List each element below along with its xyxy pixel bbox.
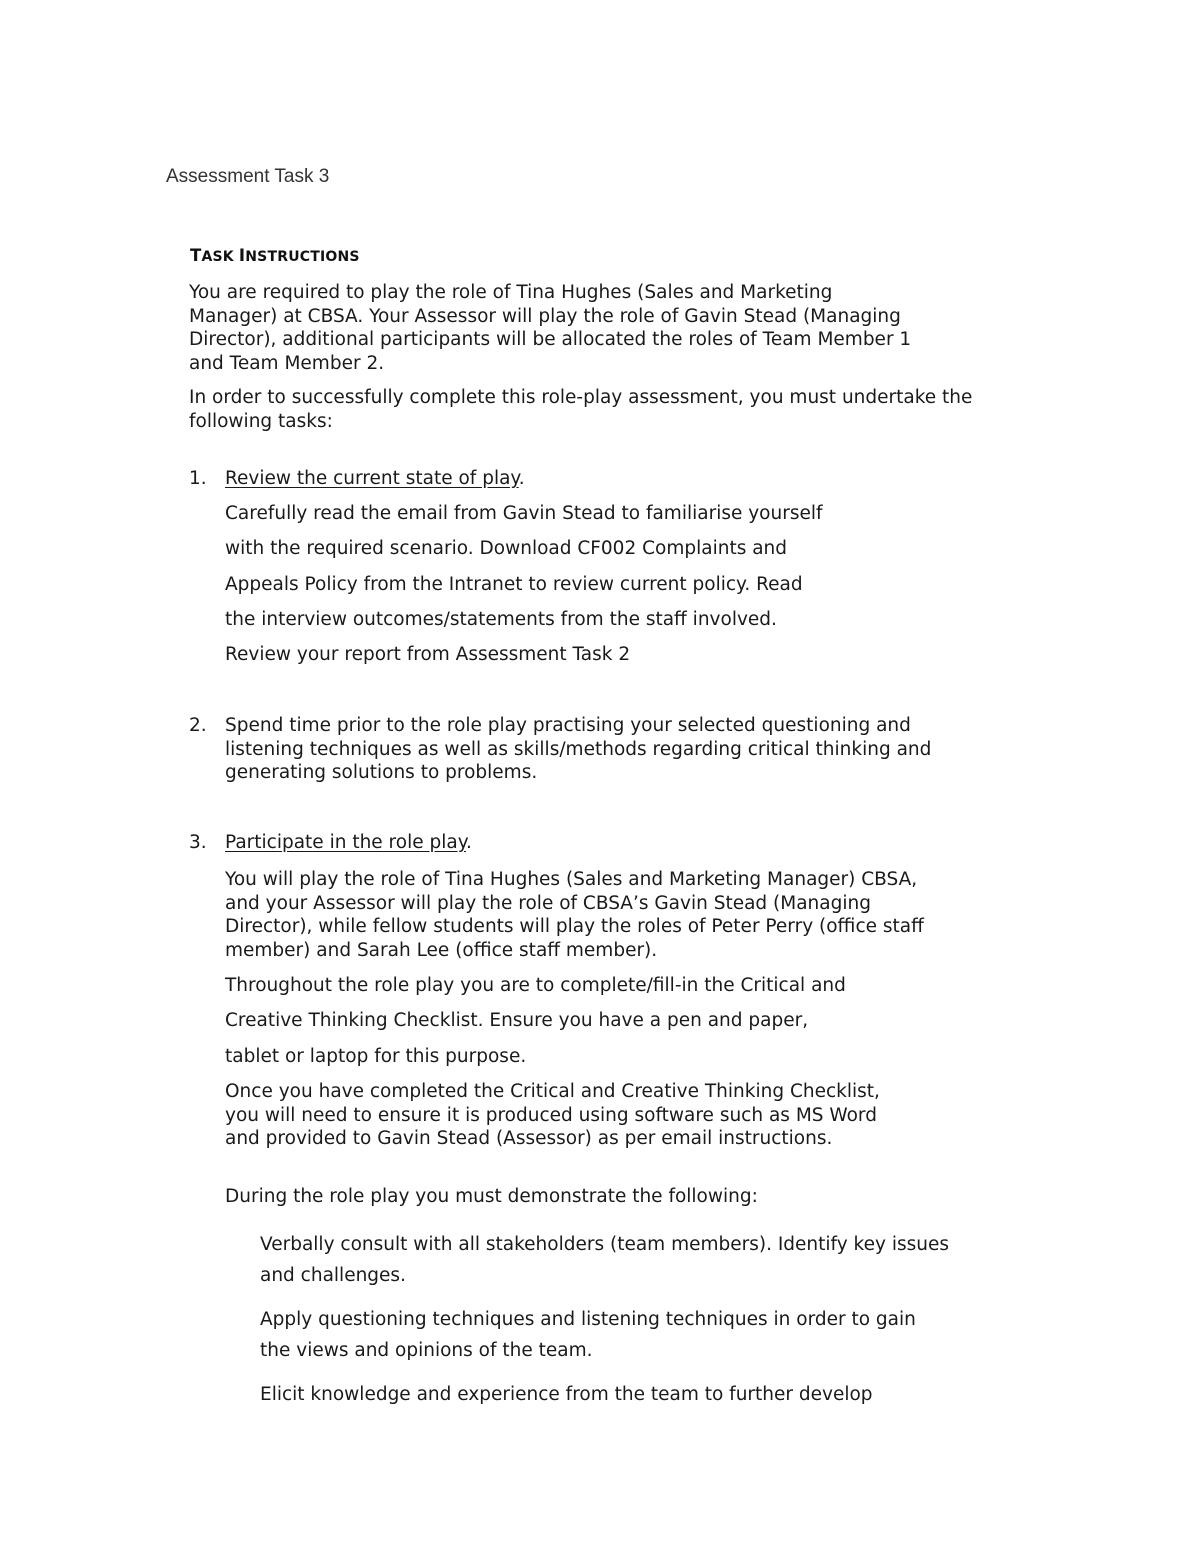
task-3-paragraph-1 [225, 868, 924, 962]
task-3-para1-line: You will play the role of Tina Hughes (Sales and Marketing Manager) CBSA, [225, 869, 918, 890]
task-1-body-line: Carefully read the email from Gavin Stead to familiarise yourself [225, 503, 823, 524]
task-3-para2-line: tablet or laptop for this purpose. [225, 1045, 527, 1067]
task-3-para3-line: and provided to Gavin Stead (Assessor) as per email instructions. [225, 1128, 833, 1149]
task-3-number: 3. [189, 832, 207, 853]
intro-paragraph [189, 281, 911, 375]
section-heading-task-instructions [190, 246, 360, 265]
intro-line: Director), additional participants will be allocated the roles of Team Member 1 [189, 329, 912, 350]
lead-paragraph [189, 386, 972, 433]
task-1-body-line: Appeals Policy from the Intranet to review current policy. Read [225, 573, 803, 595]
task-3-title-suffix: . [466, 832, 472, 853]
task-1-body [225, 496, 823, 672]
task-3-paragraph-3 [225, 1080, 880, 1151]
lead-line: following tasks: [189, 410, 333, 432]
task-3-para1-line: and your Assessor will play the role of CBSA’s Gavin Stead (Managing [225, 892, 871, 914]
task-2-body-line: listening techniques as well as skills/methods regarding critical thinking and [225, 738, 932, 760]
task-3-title-text: Participate in the role play [225, 832, 467, 853]
task-1-number: 1. [189, 468, 207, 489]
task-2-body [225, 714, 931, 785]
task-1-title-text: Review the current state of play [225, 468, 519, 489]
task-1-body-line: with the required scenario. Download CF002 Complaints and [225, 538, 788, 560]
intro-line: and Team Member 2. [189, 352, 385, 374]
task-3-para2-line: Creative Thinking Checklist. Ensure you have a pen and paper, [225, 1010, 809, 1032]
heading-small-ask: ASK [201, 249, 239, 265]
demonstrate-item-2 [260, 1304, 916, 1366]
heading-small-nstructions: NSTRUCTIONS [245, 249, 360, 265]
task-3-para3-line: you will need to ensure it is produced using software such as MS Word [225, 1104, 877, 1126]
demonstrate-item-1 [260, 1229, 949, 1291]
heading-cap-i: I [238, 246, 246, 265]
intro-line: Manager) at CBSA. Your Assessor will play the role of Gavin Stead (Managing [189, 305, 901, 327]
task-3-para2-line: Throughout the role play you are to complete/fill-in the Critical and [225, 975, 846, 996]
task-1-title [225, 467, 525, 491]
demonstrate-item-line: Apply questioning techniques and listening techniques in order to gain [260, 1309, 916, 1330]
task-3-para1-line: Director), while fellow students will play the roles of Peter Perry (office staff [225, 916, 924, 937]
task-3-title [225, 831, 472, 855]
demonstrate-item-3 [260, 1379, 873, 1410]
document-header: Assessment Task 3 [166, 166, 330, 187]
task-1-title-suffix: . [518, 468, 525, 489]
task-3-paragraph-2 [225, 968, 846, 1074]
task-3-para1-line: member) and Sarah Lee (office staff member). [225, 939, 658, 961]
demonstrate-item-line: the views and opinions of the team. [260, 1340, 593, 1361]
demonstrate-intro: During the role play you must demonstrate the following: [225, 1186, 758, 1207]
task-1-body-line: the interview outcomes/statements from the staff involved. [225, 608, 777, 630]
demonstrate-item-line: Verbally consult with all stakeholders (team members). Identify key issues [260, 1234, 949, 1255]
demonstrate-item-line: Elicit knowledge and experience from the team to further develop [260, 1384, 873, 1405]
task-2-body-line: generating solutions to problems. [225, 762, 538, 783]
task-2-body-line: Spend time prior to the role play practising your selected questioning and [225, 715, 911, 736]
heading-cap-t: T [190, 246, 202, 265]
task-3-para3-line: Once you have completed the Critical and Creative Thinking Checklist, [225, 1081, 880, 1102]
demonstrate-item-line: and challenges. [260, 1265, 406, 1286]
task-1-body-line: Review your report from Assessment Task 2 [225, 644, 631, 666]
task-2-number: 2. [189, 715, 207, 736]
lead-line: In order to successfully complete this role-play assessment, you must undertake the [189, 387, 973, 408]
intro-line: You are required to play the role of Tina Hughes (Sales and Marketing [189, 282, 833, 303]
